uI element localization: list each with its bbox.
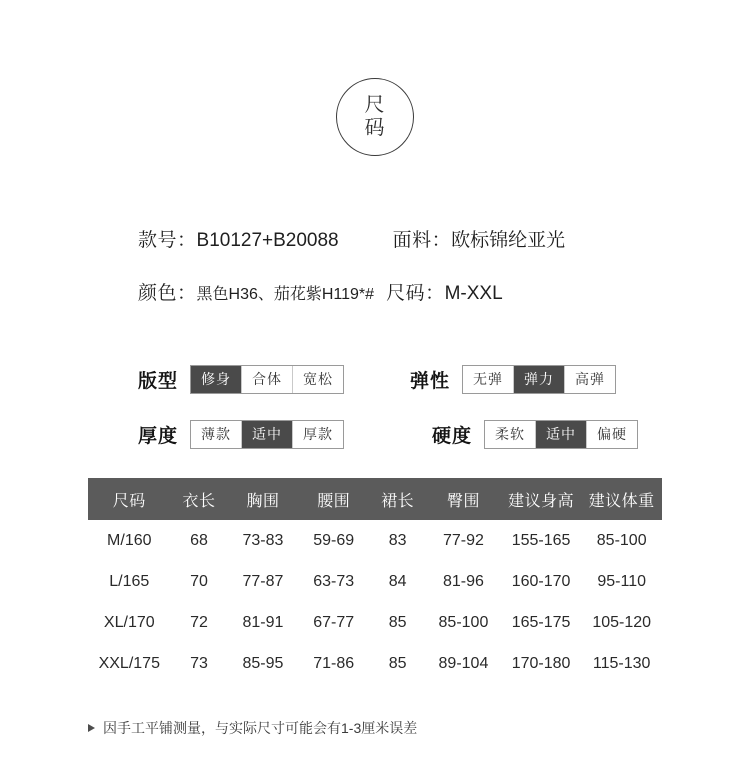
table-cell: 85-100 xyxy=(438,613,489,631)
size-value: M-XXL xyxy=(444,283,503,304)
size-badge-line-2: 码 xyxy=(364,117,386,139)
footnote xyxy=(88,718,417,738)
size-badge-line-1: 尺 xyxy=(364,94,386,116)
table-cell: 81-96 xyxy=(442,572,484,590)
info-row-style-fabric xyxy=(0,225,750,252)
size-table-header-cell: 腰围 xyxy=(317,492,351,510)
attribute-hardness-option-2[interactable]: 偏硬 xyxy=(597,426,628,442)
triangle-bullet-icon xyxy=(88,724,95,732)
table-cell: 115-130 xyxy=(592,654,651,672)
table-cell: 85-100 xyxy=(596,531,647,549)
table-cell: 77-87 xyxy=(242,572,284,590)
size-table-header-cell: 臀围 xyxy=(446,492,480,510)
color-value: 黑色H36、茄花紫H119*# xyxy=(196,286,375,303)
table-row xyxy=(88,643,662,684)
color-label: 颜色： xyxy=(138,283,197,304)
attribute-elasticity-option-1[interactable]: 弹力 xyxy=(514,366,565,393)
table-cell: 160-170 xyxy=(511,572,571,590)
table-cell: 70 xyxy=(190,572,208,590)
table-cell: M/160 xyxy=(107,531,152,549)
size-badge xyxy=(336,78,414,156)
table-cell: 170-180 xyxy=(511,654,571,672)
size-table-header-cell: 胸围 xyxy=(246,492,280,510)
table-cell: 165-175 xyxy=(511,613,571,631)
table-cell: 71-86 xyxy=(313,654,355,672)
attribute-elasticity-option-2[interactable]: 高弹 xyxy=(575,371,606,387)
table-cell: 73 xyxy=(190,654,208,672)
table-row xyxy=(88,602,662,643)
table-cell: 63-73 xyxy=(313,572,355,590)
attribute-elasticity-title: 弹性 xyxy=(410,371,451,392)
style-label: 款号： xyxy=(138,230,197,251)
table-cell: 73-83 xyxy=(242,531,284,549)
attribute-hardness-option-0[interactable]: 柔软 xyxy=(485,421,536,448)
table-cell: 67-77 xyxy=(313,613,355,631)
attribute-thickness-option-2[interactable]: 厚款 xyxy=(303,426,334,442)
size-label: 尺码： xyxy=(386,283,445,304)
footnote-text: 因手工平铺测量，与实际尺寸可能会有1-3厘米误差 xyxy=(103,720,418,736)
attribute-fit-option-2[interactable]: 宽松 xyxy=(303,371,334,387)
table-cell: 85-95 xyxy=(242,654,284,672)
style-value: B10127+B20088 xyxy=(196,230,339,251)
size-table-header-cell: 建议体重 xyxy=(588,492,655,510)
attribute-fit-title: 版型 xyxy=(138,371,179,392)
attribute-fit-option-0[interactable]: 修身 xyxy=(191,366,242,393)
attribute-thickness-option-1[interactable]: 适中 xyxy=(242,421,293,448)
attribute-hardness-title: 硬度 xyxy=(432,426,473,447)
size-table-header-row xyxy=(88,478,662,520)
attribute-thickness xyxy=(138,420,344,449)
table-cell: 105-120 xyxy=(592,613,652,631)
table-cell: 59-69 xyxy=(313,531,355,549)
info-row-color-size xyxy=(0,278,750,305)
fabric-label: 面料： xyxy=(392,230,452,251)
table-row xyxy=(88,520,662,561)
attribute-block xyxy=(0,365,750,475)
table-cell: 155-165 xyxy=(511,531,571,549)
size-table-header-cell: 建议身高 xyxy=(508,492,575,510)
table-row xyxy=(88,561,662,602)
table-cell: 85 xyxy=(388,654,407,672)
size-badge-container xyxy=(0,78,750,156)
table-cell: XXL/175 xyxy=(98,654,160,672)
attribute-elasticity xyxy=(410,365,616,394)
attribute-thickness-option-0[interactable]: 薄款 xyxy=(191,421,242,448)
table-cell: XL/170 xyxy=(103,613,155,631)
attribute-thickness-options[interactable] xyxy=(190,420,344,449)
size-table-header-cell: 尺码 xyxy=(112,492,146,510)
product-info-block xyxy=(0,225,750,331)
attribute-line-2 xyxy=(0,420,750,449)
size-table-header-cell: 裙长 xyxy=(381,492,415,510)
table-cell: 83 xyxy=(388,531,407,549)
attribute-elasticity-options[interactable] xyxy=(462,365,616,394)
table-cell: L/165 xyxy=(109,572,150,590)
attribute-hardness-option-1[interactable]: 适中 xyxy=(536,421,587,448)
attribute-thickness-title: 厚度 xyxy=(138,426,179,447)
attribute-elasticity-option-0[interactable]: 无弹 xyxy=(463,366,514,393)
table-cell: 72 xyxy=(190,613,208,631)
attribute-fit-option-1[interactable]: 合体 xyxy=(242,366,293,393)
table-cell: 68 xyxy=(190,531,208,549)
table-cell: 85 xyxy=(388,613,407,631)
attribute-fit-options[interactable] xyxy=(190,365,344,394)
attribute-hardness xyxy=(432,420,638,449)
table-cell: 89-104 xyxy=(438,654,489,672)
size-table xyxy=(88,478,662,684)
size-table-header-cell: 衣长 xyxy=(182,492,216,510)
table-cell: 84 xyxy=(388,572,407,590)
table-cell: 95-110 xyxy=(597,572,646,590)
attribute-hardness-options[interactable] xyxy=(484,420,638,449)
table-cell: 81-91 xyxy=(242,613,284,631)
table-cell: 77-92 xyxy=(442,531,484,549)
fabric-value: 欧标锦纶亚光 xyxy=(451,230,566,251)
attribute-line-1 xyxy=(0,365,750,394)
attribute-fit xyxy=(138,365,344,394)
